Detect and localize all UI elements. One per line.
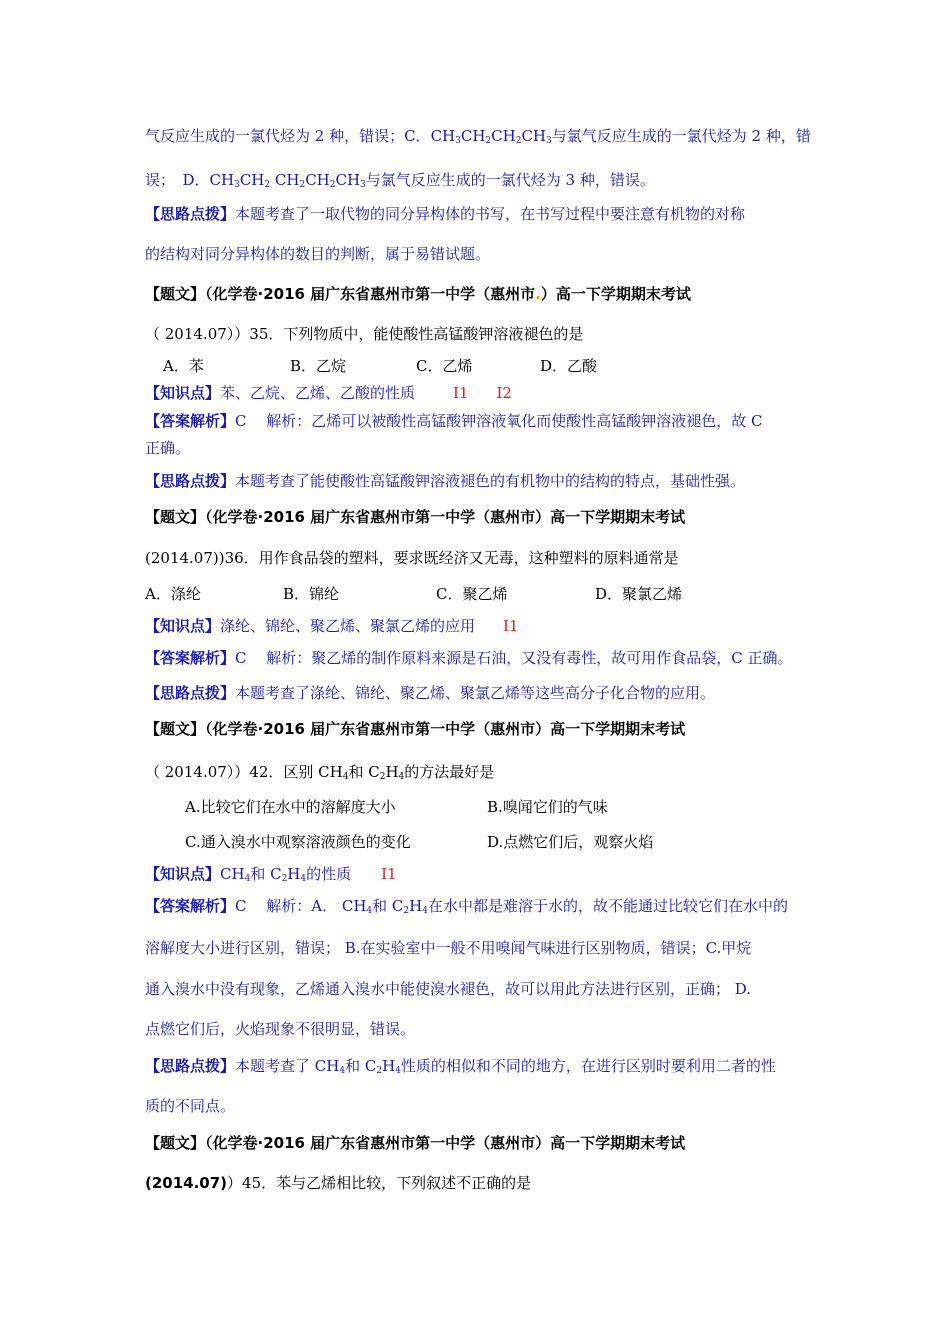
option-d: D.点燃它们后，观察火焰 <box>487 833 654 851</box>
q42-knowledge: 【知识点】$CH_4$和 $C_2H_4$的性质 I1 <box>145 865 397 884</box>
option-b: B．锦纶 <box>283 585 340 603</box>
q36-knowledge: 【知识点】涤纶、锦纶、聚乙烯、聚氯乙烯的应用 I1 <box>145 617 519 635</box>
q42-answer-line4: 点燃它们后，火焰现象不很明显，错误。 <box>145 1020 416 1038</box>
q35-options <box>163 356 597 376</box>
q42-source-line1: 【题文】（化学卷·2016 届广东省惠州市第一中学（惠州市）高一下学期期末考试 <box>145 720 686 738</box>
q42-tips-line1: 【思路点拨】本题考查了 $CH_4$和 $C_2H_4$性质的相似和不同的地方，在进行区别时要利用二者的性 <box>145 1057 776 1076</box>
q34-text-line1: 气反应生成的一氯代烃为 2 种，错误；C．$CH_3CH_2CH_2CH_3$与氯气反应生成的一氯代烃为 2 种，错 <box>145 127 811 146</box>
option-c: C.通入溴水中观察溶液颜色的变化 <box>185 833 411 851</box>
q34-text-line2: 误； D．$CH_3CH_2$ $CH_2CH_2CH_3$与氯气反应生成的一氯代烃为 3 种，错误。 <box>145 171 655 190</box>
q36-answer: 【答案解析】C 解析：聚乙烯的制作原料来源是石油，又没有毒性，故可用作食品袋，C 正确。 <box>145 649 793 667</box>
option-c: C．乙烯 <box>416 357 473 375</box>
option-b: B．乙烷 <box>290 357 347 375</box>
q35-knowledge: 【知识点】苯、乙烷、乙烯、乙酸的性质 I1 I2 <box>145 384 512 402</box>
option-b: B.嗅闻它们的气味 <box>487 798 608 816</box>
q35-answer-line1: 【答案解析】C 解析：乙烯可以被酸性高锰酸钾溶液氧化而使酸性高锰酸钾溶液褪色，故 C <box>145 412 763 430</box>
q35-answer-line2: 正确。 <box>145 439 191 457</box>
q35-tips: 【思路点拨】本题考查了能使酸性高锰酸钾溶液褪色的有机物中的结构的特点，基础性强。 <box>145 472 746 490</box>
q36-options <box>145 584 682 604</box>
q42-question: （ 2014.07））42．区别 $CH_4$和 $C_2H_4$的方法最好是 <box>145 763 495 782</box>
option-d: D．乙酸 <box>540 357 598 375</box>
q36-source-line1: 【题文】（化学卷·2016 届广东省惠州市第一中学（惠州市）高一下学期期末考试 <box>145 508 686 526</box>
q34-tips-line2: 的结构对同分异构体的数目的判断，属于易错试题。 <box>145 245 491 263</box>
q42-answer-line1: 【答案解析】C 解析：A． $CH_4$和 $C_2H_4$在水中都是难溶于水的，故不能通过比较它们在水中的 <box>145 897 788 916</box>
q36-tips: 【思路点拨】本题考查了涤纶、锦纶、聚乙烯、聚氯乙烯等这些高分子化合物的应用。 <box>145 684 716 702</box>
q35-source-line1: 【题文】（化学卷·2016 届广东省惠州市第一中学（惠州市.）高一下学期期末考试 <box>145 285 691 303</box>
q35-question: （ 2014.07））35．下列物质中，能使酸性高锰酸钾溶液褪色的是 <box>145 325 584 343</box>
q42-options-row2 <box>185 832 653 852</box>
q45-source-line1: 【题文】（化学卷·2016 届广东省惠州市第一中学（惠州市）高一下学期期末考试 <box>145 1134 686 1152</box>
q42-answer-line3: 通入溴水中没有现象，乙烯通入溴水中能使溴水褪色，故可以用此方法进行区别，正确； D. <box>145 980 752 998</box>
q34-tips-line1: 【思路点拨】本题考查了一取代物的同分异构体的书写，在书写过程中要注意有机物的对称 <box>145 205 746 223</box>
tips-label: 【思路点拨】 <box>145 205 236 223</box>
option-d: D．聚氯乙烯 <box>595 585 683 603</box>
q42-answer-line2: 溶解度大小进行区别，错误； B.在实验室中一般不用嗅闻气味进行区别物质，错误；C.甲烷 <box>145 939 752 957</box>
option-c: C．聚乙烯 <box>436 585 508 603</box>
q42-options-row1 <box>185 797 608 817</box>
option-a: A．涤纶 <box>145 585 201 603</box>
q45-question: (2014.07)）45．苯与乙烯相比较，下列叙述不正确的是 <box>145 1174 532 1192</box>
option-a: A．苯 <box>163 357 204 375</box>
option-a: A.比较它们在水中的溶解度大小 <box>185 798 396 816</box>
q42-tips-line2: 质的不同点。 <box>145 1097 236 1115</box>
q36-question: (2014.07))36．用作食品袋的塑料，要求既经济又无毒，这种塑料的原料通常是 <box>145 549 679 567</box>
